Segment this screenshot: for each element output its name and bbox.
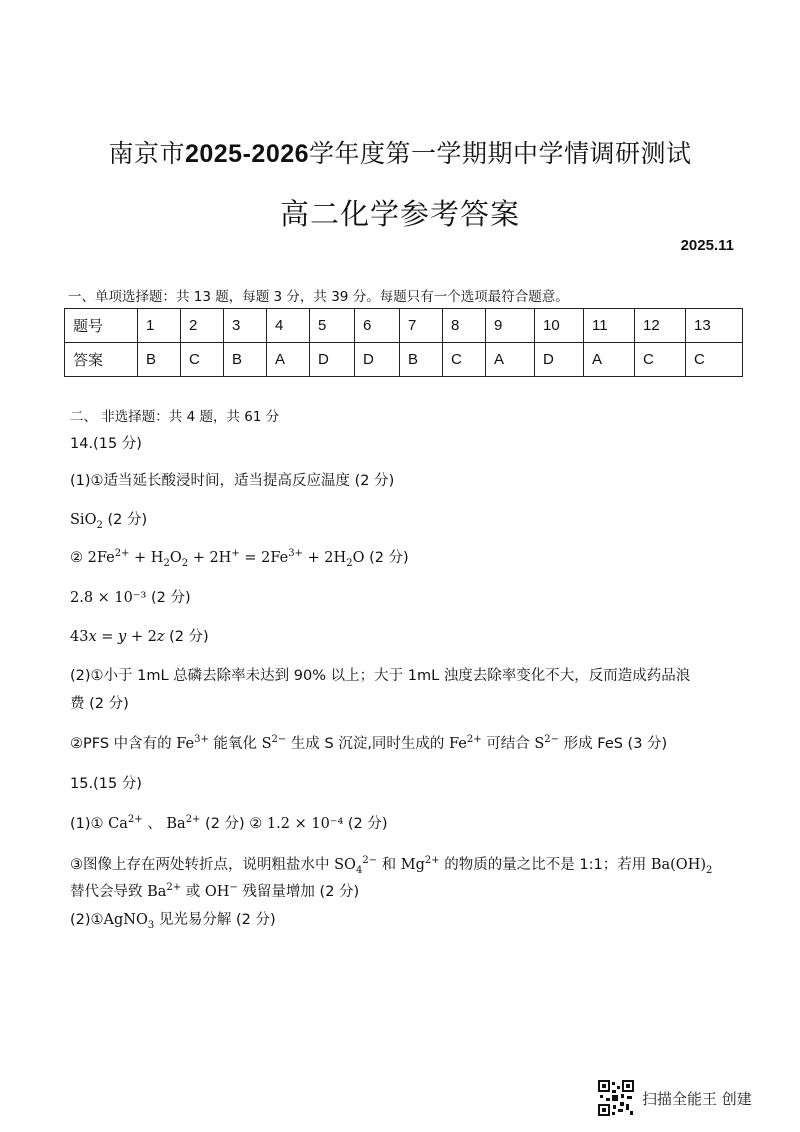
question-number-cell: 5 <box>310 309 355 343</box>
answer-cell: C <box>443 343 486 377</box>
row-label-question: 题号 <box>65 309 138 343</box>
answer-cell: A <box>584 343 635 377</box>
answer-table <box>64 308 743 377</box>
question-number-cell: 9 <box>486 309 535 343</box>
row-label-answer: 答案 <box>65 343 138 377</box>
q14-1-sio2: SiO$_2$ (2 分) <box>70 512 148 531</box>
q15-2-answer: (2)①AgNO$_3$ 见光易分解 (2 分) <box>70 912 276 931</box>
question-number-cell: 10 <box>535 309 584 343</box>
q14-2-answer-line2: 费 (2 分) <box>70 696 129 712</box>
answer-cell: B <box>400 343 443 377</box>
answer-cell: C <box>635 343 686 377</box>
answer-cell: D <box>355 343 400 377</box>
scanner-watermark-text: 扫描全能王 创建 <box>642 1089 752 1108</box>
q14-1-equation: ② $2Fe^{2+} + H_2O_2 + 2H^+ = 2Fe^{3+} + 2H_2O$ (2 分) <box>70 548 409 569</box>
q15-3-line2: 替代会导致 $Ba^{2+}$ 或 OH− 残留量增加 (2 分) <box>70 882 360 900</box>
q15-3-line1: ③图像上存在两处转折点，说明粗盐水中 $SO_4^{2-}$ 和 $Mg^{2+}$ 的物质的量之比不是 1:1；若用 $Ba(OH)_2$ <box>70 855 713 876</box>
question-number-cell: 2 <box>181 309 224 343</box>
question-number-cell: 11 <box>584 309 635 343</box>
section1-heading: 一、单项选择题：共 13 题，每题 3 分，共 39 分。每题只有一个选项最符合题意。 <box>68 289 569 305</box>
q15-1-answer: (1)① $Ca^{2+}$ 、 $Ba^{2+}$ (2 分) ② 1.2 × 10⁻⁴ (2 分) <box>70 814 388 832</box>
q14-title: 14.(15 分) <box>70 436 142 452</box>
question-number-row <box>65 309 743 343</box>
question-number-cell: 3 <box>224 309 267 343</box>
answer-cell: B <box>138 343 181 377</box>
q14-1-relation: 43x = y + 2z (2 分) <box>70 629 209 645</box>
question-number-cell: 7 <box>400 309 443 343</box>
document-date: 2025.11 <box>680 237 734 254</box>
q14-2-answer-line1: (2)①小于 1mL 总磷去除率未达到 90% 以上；大于 1mL 浊度去除率变化不大，反而造成药品浪 <box>70 668 691 684</box>
section2-heading: 二、 非选择题：共 4 题，共 61 分 <box>70 409 280 425</box>
answer-cell: A <box>267 343 310 377</box>
qr-code-icon <box>598 1080 634 1116</box>
q15-title: 15.(15 分) <box>70 776 142 792</box>
question-number-cell: 1 <box>138 309 181 343</box>
question-number-cell: 4 <box>267 309 310 343</box>
scanner-watermark <box>598 1080 752 1116</box>
question-number-cell: 6 <box>355 309 400 343</box>
answer-cell: C <box>686 343 743 377</box>
q14-1-answer: (1)①适当延长酸浸时间，适当提高反应温度 (2 分) <box>70 473 395 489</box>
q14-1-value: 2.8 × 10⁻³ (2 分) <box>70 590 191 606</box>
answer-cell: D <box>310 343 355 377</box>
answer-cell: A <box>486 343 535 377</box>
answer-cell: B <box>224 343 267 377</box>
question-number-cell: 13 <box>686 309 743 343</box>
q14-2-pfs-answer: ②PFS 中含有的 $Fe^{3+}$ 能氧化 $S^{2-}$ 生成 S 沉淀,同时生成的 $Fe^{2+}$ 可结合 $S^{2-}$ 形成 FeS (3 分) <box>70 734 668 752</box>
answer-cell: D <box>535 343 584 377</box>
answer-row <box>65 343 743 377</box>
document-subtitle: 高二化学参考答案 <box>279 197 520 231</box>
question-number-cell: 8 <box>443 309 486 343</box>
document-title: 南京市2025-2026学年度第一学期期中学情调研测试 <box>108 139 692 168</box>
question-number-cell: 12 <box>635 309 686 343</box>
answer-cell: C <box>181 343 224 377</box>
